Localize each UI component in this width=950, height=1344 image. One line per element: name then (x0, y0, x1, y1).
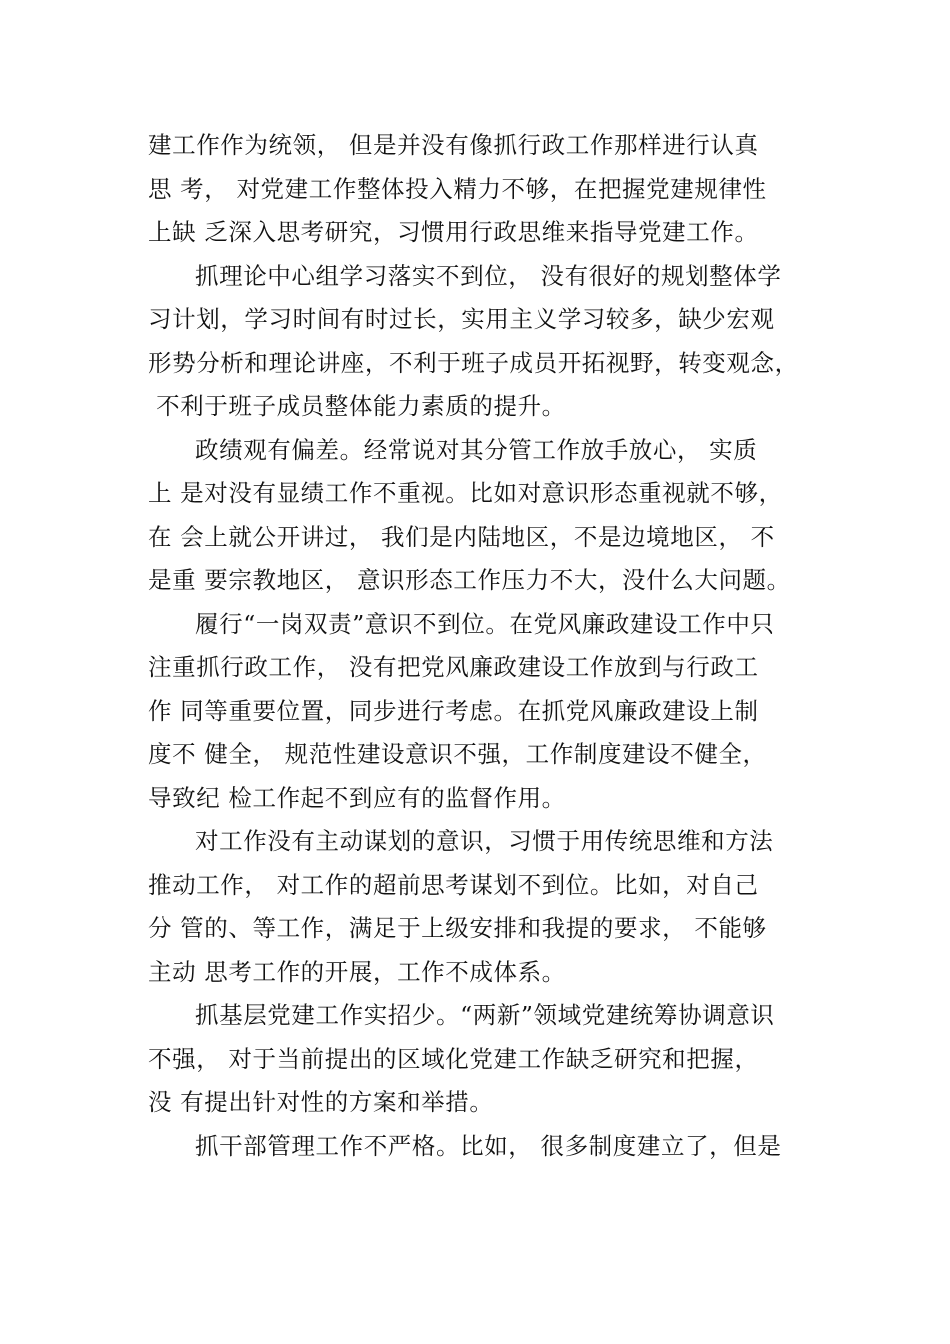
text-line: 分 管的、等工作，满足于上级安排和我提的要求， 不能够 (148, 914, 767, 942)
text-line: 没 有提出针对性的方案和举措。 (148, 1088, 494, 1116)
text-line: 注重抓行政工作， 没有把党风廉政建设工作放到与行政工 (148, 653, 759, 681)
text-line: 思 考， 对党建工作整体投入精力不够，在把握党建规律性 (148, 174, 767, 203)
text-line: 不强， 对于当前提出的区域化党建工作缺乏研究和把握， (148, 1044, 759, 1073)
text-line: 作 同等重要位置，同步进行考虑。在抓党风廉政建设上制 (148, 696, 759, 725)
text-line: 是重 要宗教地区， 意识形态工作压力不大，没什么大问题。 (148, 566, 791, 594)
text-line: 推动工作， 对工作的超前思考谋划不到位。比如，对自己 (148, 870, 759, 899)
paragraph-start-line: 抓理论中心组学习落实不到位， 没有很好的规划整体学 (195, 261, 782, 290)
text-line: 上缺 乏深入思考研究，习惯用行政思维来指导党建工作。 (148, 218, 759, 246)
paragraph-start-line: 对工作没有主动谋划的意识，习惯于用传统思维和方法 (195, 827, 774, 855)
paragraph-start-line: 抓基层党建工作实招少。“两新”领域党建统筹协调意识 (195, 1001, 775, 1029)
text-line: 在 会上就公开讲过， 我们是内陆地区，不是边境地区， 不 (148, 522, 775, 551)
text-line: 上 是对没有显绩工作不重视。比如对意识形态重视就不够， (148, 479, 783, 507)
paragraph-start-line: 抓干部管理工作不严格。比如， 很多制度建立了，但是 (195, 1131, 782, 1160)
paragraph-start-line: 政绩观有偏差。经常说对其分管工作放手放心， 实质 (195, 435, 758, 464)
text-line: 度不 健全， 规范性建设意识不强，工作制度建设不健全， (148, 740, 767, 768)
text-line: 形势分析和理论讲座，不利于班子成员开拓视野，转变观念， (148, 348, 799, 377)
text-line: 不利于班子成员整体能力素质的提升。 (148, 392, 566, 420)
text-line: 建工作作为统领， 但是并没有像抓行政工作那样进行认真 (148, 131, 759, 159)
text-line: 习计划，学习时间有时过长，实用主义学习较多，缺少宏观 (148, 305, 775, 333)
body-text (148, 124, 818, 1168)
text-line: 导致纪 检工作起不到应有的监督作用。 (148, 783, 566, 812)
paragraph-start-line: 履行“一岗双责”意识不到位。在党风廉政建设工作中只 (195, 609, 775, 638)
text-line: 主动 思考工作的开展，工作不成体系。 (148, 957, 566, 986)
